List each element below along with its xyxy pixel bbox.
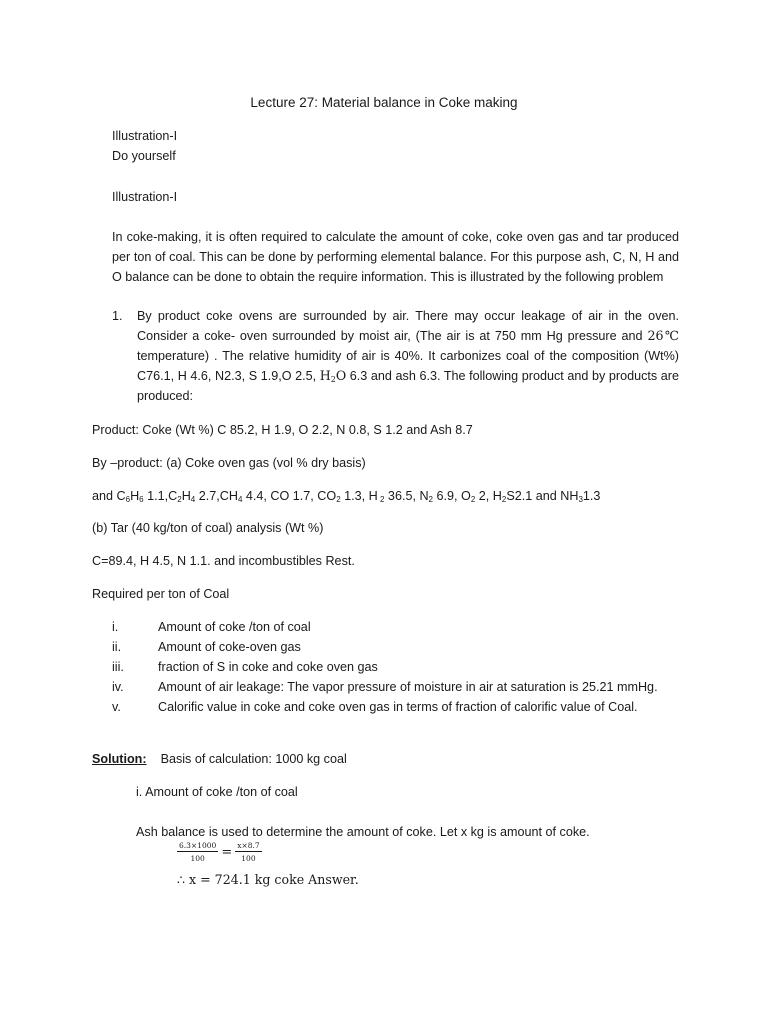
solution-label: Solution: <box>92 752 147 766</box>
problem-text-part2: temperature) . The relative humidity of air is 40%. It carbonizes coal of the composition (Wt%) C76.1, H 4.6, N2.3, S 1.9,O 2.5, <box>137 349 679 383</box>
answer-line <box>177 870 359 890</box>
problem-item <box>112 306 679 406</box>
problem-number: 1. <box>112 309 123 323</box>
intro-paragraph: In coke-making, it is often required to calculate the amount of coke, coke oven gas and tar produced per ton of coal. This can be done by performing elemental balance. For this purpose ash, C, N, H and O balance can be done to obtain the require information. This is illustrated by the following problem <box>112 230 679 284</box>
problem-text-part3: 6.3 and ash 6.3. The following product and by products are produced: <box>137 369 679 403</box>
illustration-heading-1: Illustration-I <box>112 129 178 143</box>
ash-balance-equation: $\frac{6.3\times 1000}{100}$ = $\frac{x\times 8.7}{100}$ <box>179 841 260 863</box>
tar-composition-line: C=89.4, H 4.5, N 1.1. and incombustibles Rest. <box>92 554 355 568</box>
subsection-heading: i. Amount of coke /ton of coal <box>136 785 298 799</box>
answer-text: kg coke Answer. <box>250 872 359 887</box>
document-page: Lecture 27: Material balance in Coke making Illustration-I Do yourself Illustration-I In coke-making, it is often required to calculate the amount of coke, coke oven gas and tar produced per ton of coal. This can be done by performing elemental balance. For this purpose ash, C, N, H and O balance can be done to obtain the require information. This is illustrated by the following problem 1. By product coke ovens are surrounded by air. There may occur leakage of air in the oven. Consider a coke- oven surrounded by moist air, (The air is at 750 mm Hg pressure and 26℃ temperature) . The relative humidity of air is 40%. It carbonizes coal of the composition (Wt%) C76.1, H 4.6, N2.3, S 1.9,O 2.5, $H_2O$ 6.3 and ash 6.3. The following product and by products are produced: Product: Coke (Wt %) C 85.2, H 1.9, O 2.2, N 0.8, S 1.2 and Ash 8.7 By –product: (a) Coke oven gas (vol % dry basis) and $C_6H_6$ $1.1,C_2H_4$ $2.7,CH_4$ 4.4, CO 1.7, $CO_2$ 1.3, H $_2$ 36.5, $N_2$ 6.9, $O_2$ 2, $H_2S2.1$ and $NH_31.3$ (b) Tar (40 kg/ton of coal) analysis (Wt %) C=89.4, H 4.5, N 1.1. and incombustibles Rest. Required per ton of Coal i. Amount of coke /ton of coal ii. Amount of coke-oven gas iii. fraction of S in coke and coke oven gas iv. Amount of air leakage: The vapor pressure of moisture in air at saturation is 25.21 mmHg. v. Calorific value in coke and coke oven gas in terms of fraction of calorific value of Coal. Solution: Basis of calculation: 1000 kg coal i. Amount of coke /ton of coal Ash balance is used to determine the amount of coke. Let x kg is amount of coke. $\frac{6.3\times 1000}{100}$ = $\frac{x\times 8.7}{100}$ ∴ x = 724.1 kg coke Answer. <box>0 0 768 1024</box>
tar-line: (b) Tar (40 kg/ton of coal) analysis (Wt %) <box>92 521 324 535</box>
ash-balance-text: Ash balance is used to determine the amount of coke. Let x kg is amount of coke. <box>136 825 590 839</box>
byproduct-line: By –product: (a) Coke oven gas (vol % dry basis) <box>92 456 366 470</box>
answer-math: ∴ x = 724.1 <box>177 872 251 887</box>
do-yourself-text: Do yourself <box>112 149 176 163</box>
temperature-value: 26℃ <box>647 328 679 343</box>
basis-text: Basis of calculation: 1000 kg coal <box>160 752 347 766</box>
gas-composition-line: and $C_6H_6$ $1.1,C_2H_4$ $2.7,CH_4$ 4.4, CO 1.7, $CO_2$ 1.3, H $_2$ 36.5, $N_2$ 6.9, $O_2$ 2, $H_2S2.1$ and $NH_31.3$ <box>92 489 601 504</box>
illustration-heading-2: Illustration-I <box>112 190 178 204</box>
problem-text <box>137 306 679 406</box>
product-line: Product: Coke (Wt %) C 85.2, H 1.9, O 2.2, N 0.8, S 1.2 and Ash 8.7 <box>92 423 473 437</box>
page-title: Lecture 27: Material balance in Coke making <box>250 95 518 110</box>
required-heading: Required per ton of Coal <box>92 587 230 601</box>
water-formula: $H_2O$ <box>319 368 347 384</box>
problem-text-part1: By product coke ovens are surrounded by air. There may occur leakage of air in the oven. Consider a coke- oven surrounded by moist air, (The air is at 750 mm Hg pressure and <box>137 309 679 343</box>
solution-line <box>92 749 347 769</box>
